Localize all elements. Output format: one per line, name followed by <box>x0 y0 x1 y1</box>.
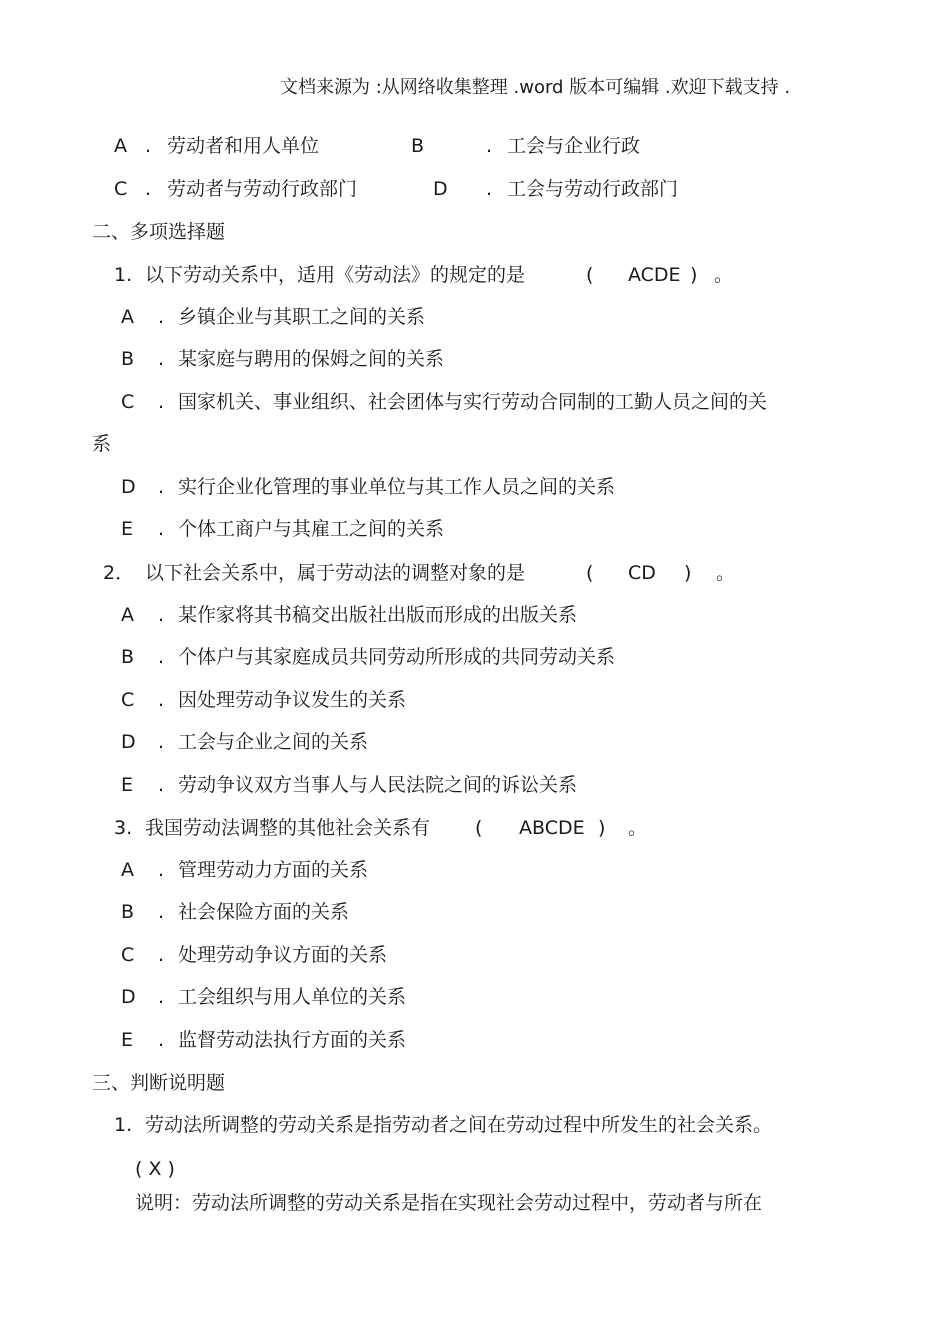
option-letter: B <box>411 135 425 157</box>
option-text: 工会与企业之间的关系 <box>178 731 369 753</box>
section-title-judgment: 三、判断说明题 <box>92 1072 226 1094</box>
judgment-1-mark: ( X ) <box>135 1158 175 1180</box>
question-end: 。 <box>628 817 648 839</box>
option-dot: . <box>158 1029 165 1051</box>
option-text: 因处理劳动争议发生的关系 <box>178 689 407 711</box>
answer-close: ) <box>598 817 606 839</box>
question-text: 以下社会关系中，属于劳动法的调整对象的是 <box>145 562 526 584</box>
question-text: 我国劳动法调整的其他社会关系有 <box>145 817 431 839</box>
option-letter: C <box>114 178 128 200</box>
option-text: 乡镇企业与其职工之间的关系 <box>178 306 426 328</box>
judgment-1-explanation: 说明：劳动法所调整的劳动关系是指在实现社会劳动过程中，劳动者与所在 <box>135 1192 763 1214</box>
option-dot: . <box>486 178 493 200</box>
option-letter: A <box>121 604 134 626</box>
answer: CD <box>628 562 656 584</box>
option-text: 某家庭与聘用的保姆之间的关系 <box>178 348 445 370</box>
answer-open: ( <box>475 817 483 839</box>
answer-close: ) <box>684 562 692 584</box>
question-text: 以下劳动关系中，适用《劳动法》的规定的是 <box>145 264 526 286</box>
option-letter: B <box>121 348 135 370</box>
option-letter: E <box>121 1029 134 1051</box>
option-dot: . <box>158 689 165 711</box>
option-text: 社会保险方面的关系 <box>178 901 350 923</box>
question-end: 。 <box>716 562 736 584</box>
option-dot: . <box>158 986 165 1008</box>
option-dot: . <box>158 518 165 540</box>
option-letter: A <box>121 859 134 881</box>
option-letter: D <box>121 476 136 498</box>
option-dot: . <box>158 604 165 626</box>
option-text: 工会与劳动行政部门 <box>507 178 679 200</box>
option-letter: E <box>121 774 134 796</box>
question-number: 1. <box>114 1114 133 1136</box>
question-text: 劳动法所调整的劳动关系是指劳动者之间在劳动过程中所发生的社会关系。 <box>145 1114 773 1136</box>
option-text: 工会组织与用人单位的关系 <box>178 986 407 1008</box>
option-letter: C <box>121 944 135 966</box>
option-dot: . <box>158 731 165 753</box>
option-letter: D <box>121 731 136 753</box>
option-text: 工会与企业行政 <box>507 135 641 157</box>
option-letter: E <box>121 518 134 540</box>
option-dot: . <box>145 135 152 157</box>
answer-open: ( <box>586 562 594 584</box>
option-text: 劳动者与劳动行政部门 <box>167 178 358 200</box>
option-dot: . <box>158 774 165 796</box>
option-letter: D <box>121 986 136 1008</box>
option-text: 管理劳动力方面的关系 <box>178 859 369 881</box>
answer-close: ) <box>690 264 698 286</box>
option-text: 监督劳动法执行方面的关系 <box>178 1029 407 1051</box>
option-dot: . <box>158 646 165 668</box>
page-header: 文档来源为 :从网络收集整理 .word 版本可编辑 .欢迎下载支持 . <box>280 77 791 98</box>
option-dot: . <box>158 391 165 413</box>
option-text: 处理劳动争议方面的关系 <box>178 944 388 966</box>
question-end: 。 <box>714 264 734 286</box>
option-dot: . <box>145 178 152 200</box>
option-text: 实行企业化管理的事业单位与其工作人员之间的关系 <box>178 476 616 498</box>
option-text: 个体工商户与其雇工之间的关系 <box>178 518 445 540</box>
answer: ABCDE <box>519 817 585 839</box>
option-letter: A <box>114 135 127 157</box>
option-dot: . <box>158 901 165 923</box>
question-number: 2． <box>103 562 135 584</box>
option-letter: B <box>121 901 135 923</box>
option-letter: C <box>121 391 135 413</box>
q1-option-c-wrap: 系 <box>92 433 112 455</box>
answer-open: ( <box>586 264 594 286</box>
question-number: 3. <box>114 817 133 839</box>
option-dot: . <box>158 306 165 328</box>
option-dot: . <box>158 859 165 881</box>
option-dot: . <box>158 944 165 966</box>
option-dot: . <box>158 348 165 370</box>
option-text: 劳动争议双方当事人与人民法院之间的诉讼关系 <box>178 774 578 796</box>
option-letter: D <box>433 178 448 200</box>
option-letter: B <box>121 646 135 668</box>
option-dot: . <box>486 135 493 157</box>
question-number: 1. <box>114 264 133 286</box>
option-letter: C <box>121 689 135 711</box>
option-text: 劳动者和用人单位 <box>167 135 320 157</box>
option-dot: . <box>158 476 165 498</box>
option-letter: A <box>121 306 134 328</box>
section-title-multiple-choice: 二、多项选择题 <box>92 221 226 243</box>
answer: ACDE <box>628 264 681 286</box>
option-text: 国家机关、事业组织、社会团体与实行劳动合同制的工勤人员之间的关 <box>178 391 768 413</box>
option-text: 某作家将其书稿交出版社出版而形成的出版关系 <box>178 604 578 626</box>
option-text: 个体户与其家庭成员共同劳动所形成的共同劳动关系 <box>178 646 616 668</box>
